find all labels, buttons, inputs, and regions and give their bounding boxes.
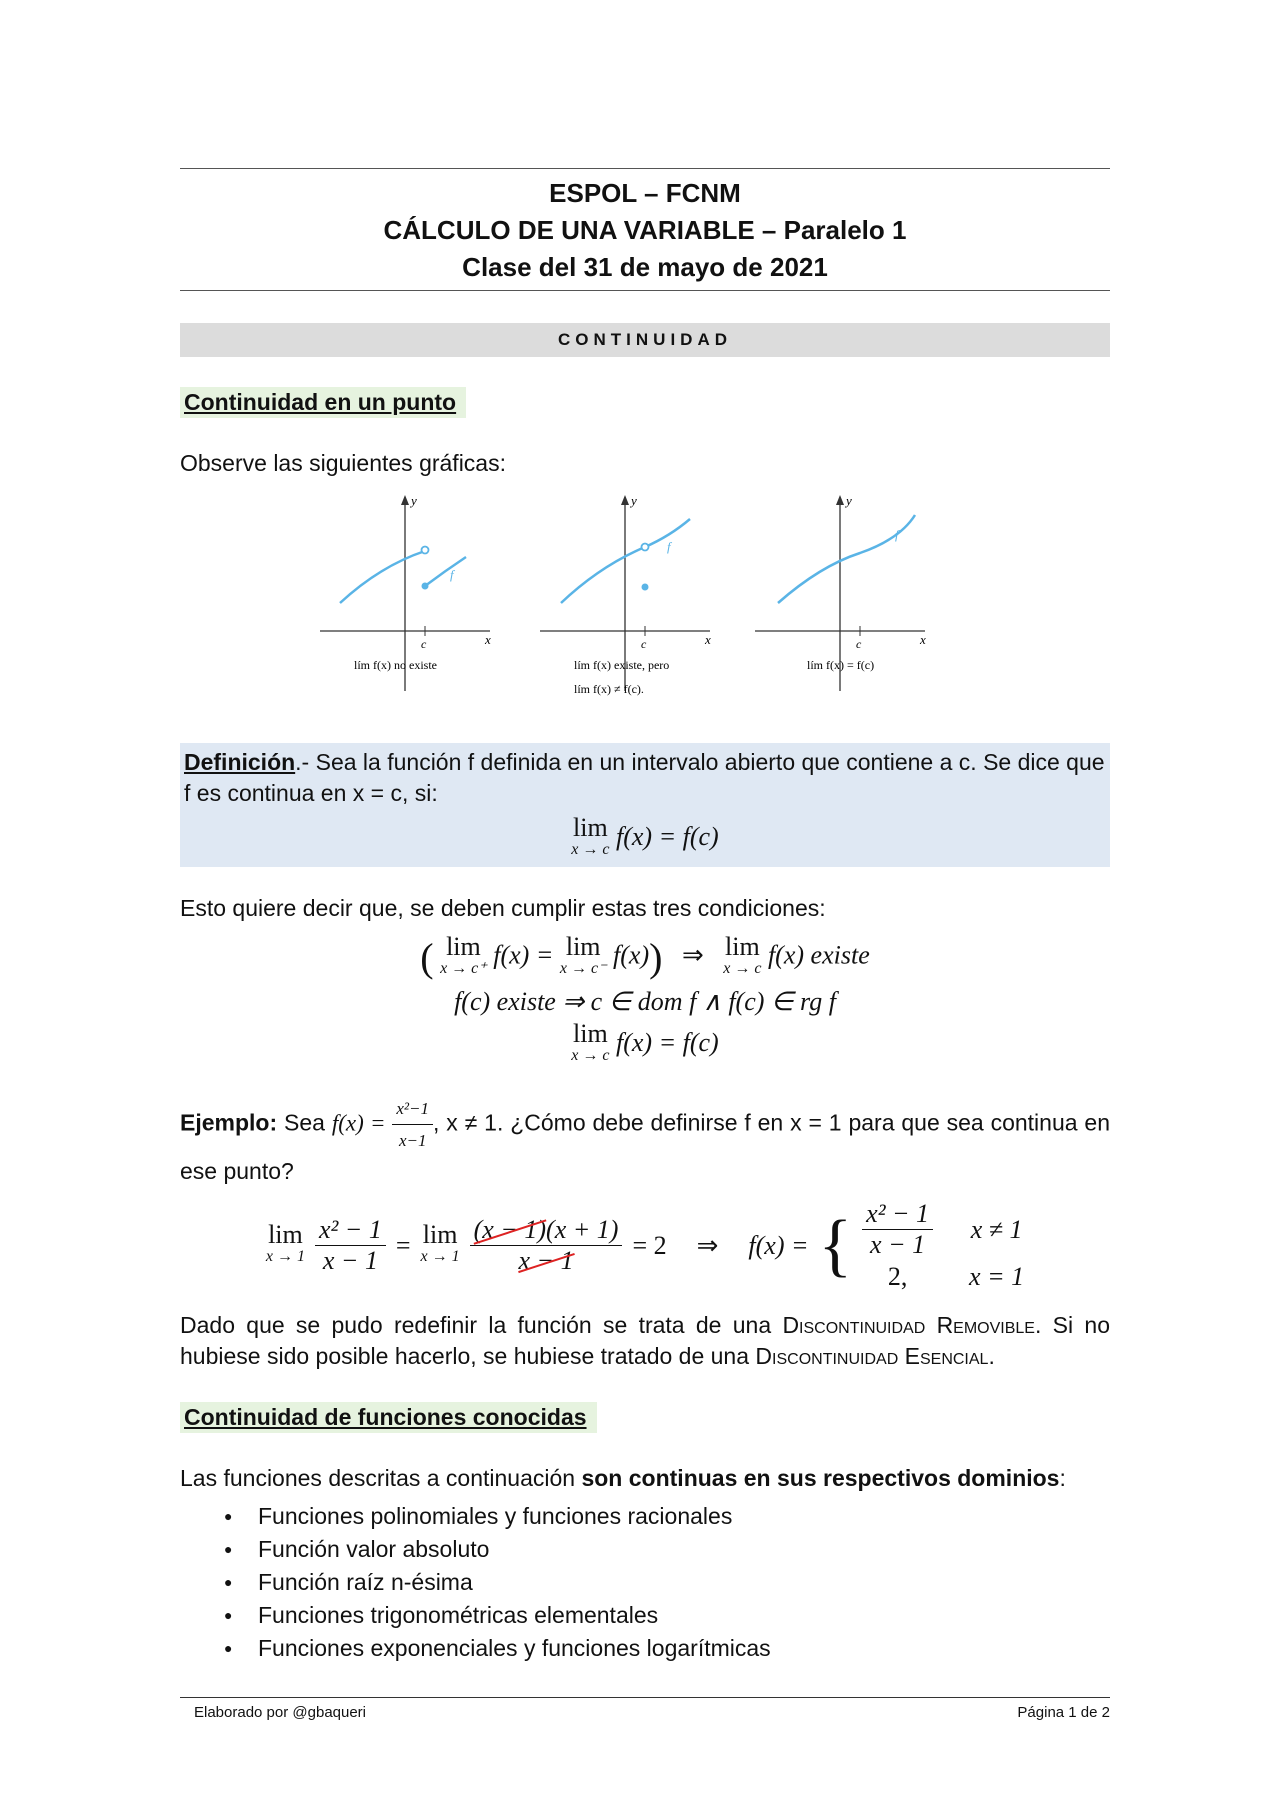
continuity-graphs — [180, 491, 1110, 711]
page-footer — [180, 1697, 1110, 1721]
list-item: ● Funciones exponenciales y funciones logarítmicas — [180, 1632, 1110, 1665]
continuous-functions-list — [180, 1500, 1110, 1665]
definition-equation — [184, 813, 1106, 861]
graph2-open-point — [642, 544, 649, 551]
graph2-y-label: y — [631, 493, 637, 508]
example-fraction-2: $\frac{(x - 1)(x + 1)}{x - 1}$ — [470, 1215, 623, 1276]
graph3-caption: lím f(x) = f(c) — [807, 658, 875, 672]
list-item: ● Función raíz n-ésima — [180, 1566, 1110, 1599]
graph2-caption-b: lím f(x) ≠ f(c). — [574, 682, 644, 696]
header-bottom-rule — [180, 290, 1110, 291]
header-institution: ESPOL – FCNM — [549, 178, 741, 208]
footer-author: Elaborado por @gbaqueri — [194, 1704, 367, 1721]
list-item: ● Funciones trigonométricas elementales — [180, 1599, 1110, 1632]
document-header — [180, 169, 1110, 290]
example-fraction-1: $\frac{\text{x² − 1}}{x - 1}$ — [315, 1215, 386, 1276]
definition-text — [184, 747, 1106, 809]
example-label: Ejemplo: — [180, 1109, 278, 1136]
graph1-open-point — [422, 547, 429, 554]
definition-box — [180, 743, 1110, 867]
condition-1: ( lim x → c⁺ f(x) = lim x → c⁻ f(x)) ⇒ lim x → c f(x) existe — [420, 931, 870, 980]
example-text: Ejemplo: Sea f(x) = $\frac{\text{x²−1}}{x-1}$ , x ≠ 1. ¿Cómo debe definirse f en x = 1 para que sea continua en ese punto? — [180, 1093, 1110, 1187]
definition-lim: lim x → c — [571, 813, 610, 858]
definition-body: .- Sea la función f definida en un intervalo abierto que contiene a c. Se dice que f es continua en x = c, si: — [184, 749, 1105, 806]
definition-eq-rhs: f(x) = f(c) — [615, 821, 719, 851]
footer-page-number: Página 1 de 2 — [1017, 1704, 1110, 1721]
graph1-c-label: c — [421, 637, 427, 651]
graph2-f-label: f — [667, 539, 671, 554]
graph1-caption: lím f(x) no existe — [354, 658, 437, 672]
conclusion-text: Dado que se pudo redefinir la función se trata de una Discontinuidad Removible. Si no hubiese sido posible hacerlo, se hubiese tratado de una Discontinuidad Esencial. — [180, 1312, 1110, 1369]
condition-2: f(c) existe ⇒ c ∈ dom f ∧ f(c) ∈ rg f — [454, 987, 836, 1016]
graph-limit-not-equal — [540, 493, 711, 696]
subheading-continuity-point: Continuidad en un punto — [180, 387, 466, 418]
piecewise-cases: $\frac{\text{x² − 1}}{x - 1}$ x ≠ 1 2, x = 1 — [862, 1199, 1024, 1292]
definition-label: Definición — [184, 749, 296, 775]
graph2-filled-point — [642, 584, 649, 591]
graph1-curve-left — [340, 551, 425, 603]
term-removible: Discontinuidad Removible — [782, 1312, 1035, 1338]
section-title: CONTINUIDAD — [180, 323, 1110, 357]
list-intro: Las funciones descritas a continuación son continuas en sus respectivos dominios: — [180, 1465, 1066, 1491]
observe-text: Observe las siguientes gráficas: — [180, 450, 506, 476]
list-item: ● Función valor absoluto — [180, 1533, 1110, 1566]
graph1-curve-right — [425, 557, 466, 586]
example-solution: lim x → 1 $\frac{\text{x² − 1}}{x - 1}$ = lim x → 1 $\frac{(x - 1)(x + 1)}{x - 1}$ = 2 ⇒ f(x) = { $\frac{\text{x² − 1}}{x - 1}$ x ≠ 1 2, x = 1 — [265, 1199, 1025, 1291]
list-item: ● Funciones polinomiales y funciones racionales — [180, 1500, 1110, 1533]
term-esencial: Discontinuidad Esencial — [755, 1343, 989, 1369]
graph1-x-label: x — [485, 632, 491, 647]
graph1-y-label: y — [411, 493, 417, 508]
cancelled-factor-den: x − 1 — [518, 1246, 574, 1275]
graph3-f-label: f — [895, 527, 899, 542]
example-fraction: $\frac{\text{x²−1}}{x-1}$ — [392, 1093, 433, 1156]
graph-continuous — [755, 493, 926, 691]
graph3-y-label: y — [846, 493, 852, 508]
graph2-caption-a: lím f(x) existe, pero — [574, 658, 670, 672]
subheading-known-functions: Continuidad de funciones conocidas — [180, 1402, 597, 1433]
graph-limit-not-exists — [320, 493, 491, 691]
graph2-x-label: x — [705, 632, 711, 647]
page-content — [180, 168, 1110, 1665]
conditions-intro: Esto quiere decir que, se deben cumplir estas tres condiciones: — [180, 895, 826, 921]
header-date: Clase del 31 de mayo de 2021 — [462, 252, 828, 282]
header-course: CÁLCULO DE UNA VARIABLE – Paralelo 1 — [383, 215, 907, 245]
cancelled-factor-num: (x − 1) — [473, 1215, 547, 1244]
condition-3: lim x → c f(x) = f(c) — [571, 1019, 719, 1064]
graph2-c-label: c — [641, 637, 647, 651]
graph1-f-label: f — [450, 567, 454, 582]
graph3-c-label: c — [856, 637, 862, 651]
graph3-x-label: x — [920, 632, 926, 647]
